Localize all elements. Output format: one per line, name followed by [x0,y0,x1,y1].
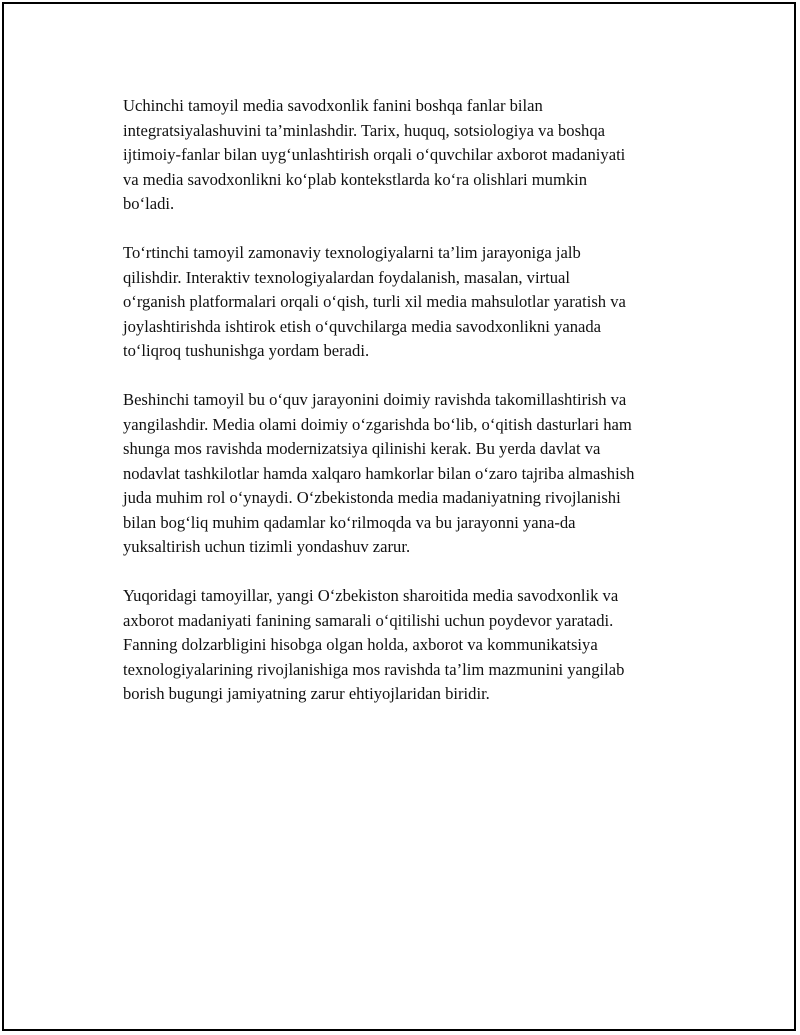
page-border [2,2,796,1031]
paragraph-2: To‘rtinchi tamoyil zamonaviy texnologiyalarni ta’lim jarayoniga jalb qilishdir. Interaktiv texnologiyalardan foydalanish, masalan, virtual o‘rganish platformalari orqali o‘qish, turli xil media mahsulotlar yaratish va joylashtirishda ishtirok etish o‘quvchilarga media savodxonlikni yanada to‘liqroq tushunishga yordam beradi. [123,243,626,360]
document-body [123,94,708,731]
paragraph-3: Beshinchi tamoyil bu o‘quv jarayonini doimiy ravishda takomillashtirish va yangilashdir. Media olami doimiy o‘zgarishda bo‘lib, o‘qitish dasturlari ham shunga mos ravishda modernizatsiya qilinishi kerak. Bu yerda davlat va nodavlat tashkilotlar hamda xalqaro hamkorlar bilan o‘zaro tajriba almashish juda muhim rol o‘ynaydi. O‘zbekistonda media madaniyatning rivojlanishi bilan bog‘liq muhim qadamlar ko‘rilmoqda va bu jarayonni yana-da yuksaltirish uchun tizimli yondashuv zarur. [123,390,635,556]
paragraph-4: Yuqoridagi tamoyillar, yangi O‘zbekiston sharoitida media savodxonlik va axborot madaniyati fanining samarali o‘qitilishi uchun poydevor yaratadi. Fanning dolzarbligini hisobga olgan holda, axborot va kommunikatsiya texnologiyalarining rivojlanishiga mos ravishda ta’lim mazmunini yangilab borish bugungi jamiyatning zarur ehtiyojlaridan biridir. [123,586,625,703]
paragraph-1: Uchinchi tamoyil media savodxonlik fanini boshqa fanlar bilan integratsiyalashuvini ta’minlashdir. Tarix, huquq, sotsiologiya va boshqa ijtimoiy-fanlar bilan uyg‘unlashtirish orqali o‘quvchilar axborot madaniyati va media savodxonlikni ko‘plab kontekstlarda ko‘ra olishlari mumkin bo‘ladi. [123,96,626,213]
